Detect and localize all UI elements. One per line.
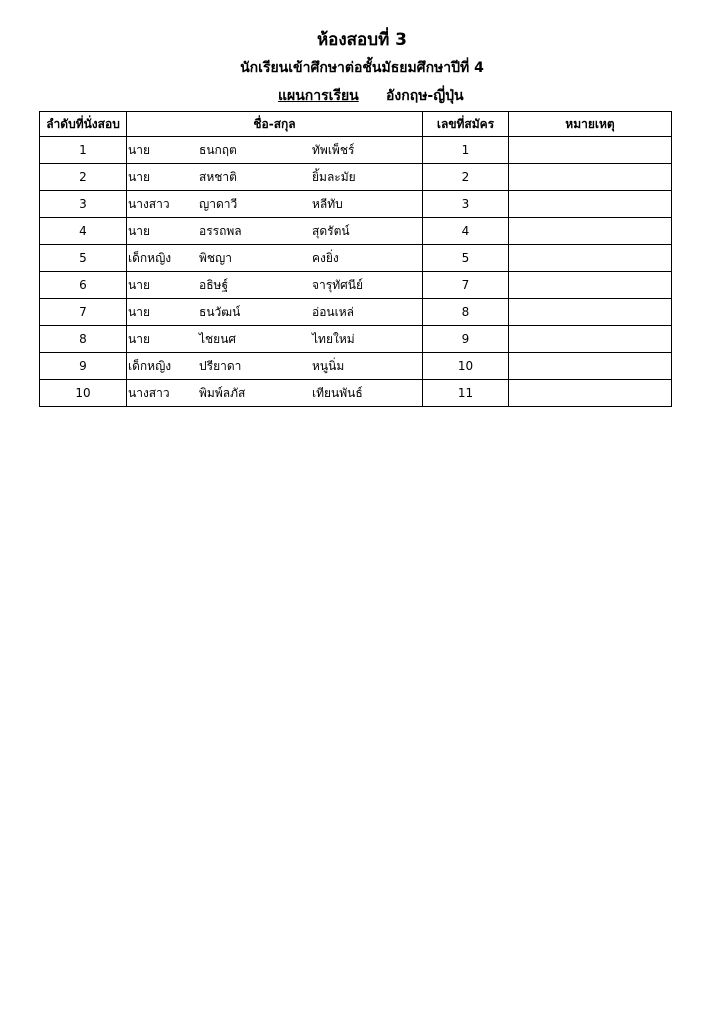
student-name [127,245,422,271]
page-subtitle: นักเรียนเข้าศึกษาต่อชั้นมัธยมศึกษาปีที่ 4 [240,60,484,76]
name-title: นาย [128,143,150,157]
student-name-cell [127,137,423,164]
table-row [40,353,672,380]
remark-cell [509,353,672,380]
remark-cell [509,272,672,299]
name-title: นาย [128,305,150,319]
seat-number-cell: 9 [40,353,127,380]
seat-number-cell: 6 [40,272,127,299]
seat-number-cell: 10 [40,380,127,407]
table-row [40,191,672,218]
remark-cell [509,245,672,272]
table-header-row [40,112,672,137]
student-name [127,137,422,163]
first-name: ธนวัฒน์ [199,305,241,319]
last-name: เทียนพันธ์ [312,386,363,400]
application-number-cell: 9 [423,326,509,353]
student-name-cell [127,245,423,272]
student-name-cell [127,191,423,218]
last-name: คงยิ่ง [312,251,339,265]
student-name [127,218,422,244]
last-name: อ่อนเหล่ [312,305,354,319]
name-title: นาย [128,224,150,238]
application-number-cell: 1 [423,137,509,164]
student-name [127,272,422,298]
first-name: ไชยนศ [199,332,237,346]
first-name: พิมพ์ลภัส [199,386,246,400]
remark-cell [509,164,672,191]
student-name-cell [127,299,423,326]
last-name: ไทยใหม่ [312,332,355,346]
name-title: นางสาว [128,386,170,400]
student-name [127,191,422,217]
name-title: เด็กหญิง [128,251,172,265]
student-name-cell [127,353,423,380]
first-name: สหชาติ [199,170,237,184]
application-number-cell: 4 [423,218,509,245]
seat-number-cell: 1 [40,137,127,164]
application-number-cell: 8 [423,299,509,326]
seat-number-cell: 4 [40,218,127,245]
table-row [40,218,672,245]
student-name-cell [127,380,423,407]
table-body [40,137,672,407]
first-name: พิชญา [199,251,233,265]
last-name: สุดรัตน์ [312,224,350,238]
name-title: นาย [128,278,150,292]
student-name-cell [127,218,423,245]
table-row [40,299,672,326]
table-row [40,137,672,164]
name-title: นาย [128,170,150,184]
name-title: เด็กหญิง [128,359,172,373]
seat-number-cell: 7 [40,299,127,326]
remark-cell [509,299,672,326]
table-row [40,272,672,299]
student-name [127,326,422,352]
exam-seating-table [39,111,672,407]
study-plan-label: แผนการเรียน [278,88,359,104]
remark-cell [509,326,672,353]
remark-cell [509,218,672,245]
remark-cell [509,137,672,164]
column-header-name: ชื่อ-สกุล [127,112,423,137]
seat-number-cell: 2 [40,164,127,191]
application-number-cell: 11 [423,380,509,407]
table-row [40,380,672,407]
student-name [127,380,422,406]
table-row [40,326,672,353]
table-row [40,245,672,272]
page-title: ห้องสอบที่ 3 [316,30,408,50]
name-title: นาย [128,332,150,346]
student-name [127,164,422,190]
last-name: หนูนิ่ม [312,359,345,373]
last-name: หลีทับ [312,197,343,211]
last-name: ทัพเพ็ชร์ [312,143,355,157]
application-number-cell: 7 [423,272,509,299]
student-name-cell [127,164,423,191]
student-name-cell [127,272,423,299]
column-header-seat: ลำดับที่นั่งสอบ [40,112,127,137]
first-name: ญาดาวี [199,197,238,211]
first-name: อธิษฐ์ [199,278,229,292]
seat-number-cell: 8 [40,326,127,353]
last-name: ยิ้มละมัย [312,170,356,184]
study-plan-line [0,86,724,106]
first-name: อรรถพล [199,224,242,238]
application-number-cell: 3 [423,191,509,218]
seat-number-cell: 5 [40,245,127,272]
student-name [127,299,422,325]
last-name: จารุทัศนีย์ [312,278,363,292]
application-number-cell: 5 [423,245,509,272]
student-name [127,353,422,379]
student-name-cell [127,326,423,353]
application-number-cell: 10 [423,353,509,380]
column-header-remark: หมายเหตุ [509,112,672,137]
first-name: ธนกฤต [199,143,237,157]
first-name: ปรียาดา [199,359,242,373]
application-number-cell: 2 [423,164,509,191]
seat-number-cell: 3 [40,191,127,218]
remark-cell [509,380,672,407]
name-title: นางสาว [128,197,170,211]
remark-cell [509,191,672,218]
study-plan-value: อังกฤษ-ญี่ปุ่น [386,88,464,104]
table-row [40,164,672,191]
column-header-application-no: เลขที่สมัคร [423,112,509,137]
